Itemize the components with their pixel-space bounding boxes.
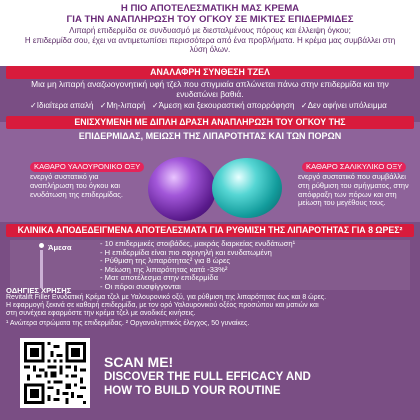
list-item: - Οι πόροι συσφίγγονται [100, 281, 181, 291]
list-item: - Μείωση της λιπαρότητας κατά -33%² [100, 264, 228, 274]
scan-line-1: DISCOVER THE FULL EFFICACY AND [104, 371, 311, 383]
qr-code-icon[interactable] [20, 338, 90, 408]
immediate-tag: Άμεσα [48, 243, 72, 252]
headline [6, 3, 414, 25]
intro-line-3: λύση όλων. [189, 45, 231, 54]
gel-checks [30, 101, 410, 111]
salicylic-label: ΚΑΘΑΡΟ ΣΑΛΙΚΥΛΙΚΟ ΟΞΥ [302, 162, 406, 172]
scan-subtitle [104, 371, 404, 398]
check-item: ✓Άμεση και ξεκουραστική απορρόφηση [151, 101, 295, 110]
list-item: - 10 επιδερμικές στοιβάδες, μακράς διαρκείας ενυδάτωση¹ [100, 239, 296, 248]
timeline-line [40, 250, 43, 288]
list-item: - Ματ αποτέλεσμα στην επιδερμίδα [100, 273, 218, 283]
directions-line-1: Revitalift Filler Ενυδατική Κρέμα τζελ με Υαλουρονικό οξύ, για ρύθμιση της λιπαρότητας έως και 8 ώρες. [6, 294, 327, 301]
hyaluronic-desc: ενεργό συστατικό για αναπλήρωση του όγκου και ενυδάτωση της επιδερμίδας. [30, 172, 123, 199]
directions-line-3: στη συνέχεια εφαρμόστε την κρέμα τζελ με ανοδικές κινήσεις. [6, 310, 196, 318]
footnote: ¹ Ανώτερα στρώματα της επιδερμίδας. ² Οργανοληπτικός έλεγχος, 50 γυναίκες. [6, 320, 250, 327]
headline-line-2: ΓΙΑ ΤΗΝ ΑΝΑΠΛΗΡΩΣΗ ΤΟΥ ΟΓΚΟΥ ΣΕ ΜΙΚΤΕΣ ΕΠΙΔΕΡΜΙΔΕΣ [66, 14, 354, 25]
intro-text [8, 26, 412, 55]
headline-line-1: Η ΠΙΟ ΑΠΟΤΕΛΕΣΜΑΤΙΚΗ ΜΑΣ ΚΡΕΜΑ [120, 3, 300, 14]
gel-text [8, 80, 412, 99]
gel-text-line-2: ενυδατώνει βαθιά. [176, 88, 244, 99]
dual-band: ΕΝΙΣΧΥΜΕΝΗ ΜΕ ΔΙΠΛΗ ΔΡΑΣΗ ΑΝΑΠΛΗΡΩΣΗ ΤΟΥ ΟΓΚΟΥ ΤΗΣ [6, 116, 414, 129]
results-list [100, 240, 410, 292]
directions-text [6, 294, 416, 319]
gel-text-line-1: Μια μη λιπαρή αναζωογονητική υφή τζελ που στιγμιαία απλώνεται πάνω στην επιδερμίδα και την [31, 79, 389, 89]
intro-line-1: Λιπαρή επιδερμίδα σε συνδυασμό με διεσταλμένους πόρους και έλλειψη όγκου; [69, 26, 351, 35]
check-item: ✓Ιδιαίτερα απαλή [30, 101, 94, 110]
timeline-dot-icon [39, 243, 44, 248]
capsule-purple-icon [148, 157, 216, 221]
capsule-teal-icon [212, 158, 282, 218]
qr-code-graphic [24, 342, 86, 404]
directions-title: ΟΔΗΓΙΕΣ ΧΡΗΣΗΣ [6, 286, 72, 295]
list-item: - Η επιδερμίδα είναι πιο σφριγηλή και ενυδατωμένη [100, 247, 272, 257]
scan-line-2: HOW TO BUILD YOUR ROUTINE [104, 384, 281, 397]
intro-line-2: Η επιδερμίδα σου, έχει να αντιμετωπίσει περισσότερα από ένα προβλήματα. Η κρέμα μας συμβάλλει στη [24, 35, 396, 45]
scan-title: SCAN ME! [104, 354, 174, 370]
directions-line-2: Η εφαρμογή ξεκινά σε καθαρή επιδερμίδα, με τον ορό Υαλουρονικού οξέος προσώπου και ματιών και [6, 302, 319, 310]
salicylic-desc: ενεργό συστατικό που συμβάλλει στη ρύθμιση του σμήγματος, στην απόφραξη των πόρων και στη μείωση του μεγέθους τους. [298, 172, 409, 208]
hyaluronic-label: ΚΑΘΑΡΟ ΥΑΛΟΥΡΟΝΙΚΟ ΟΞΥ [30, 162, 144, 172]
gel-band: ΑΝΑΛΑΦΡΗ ΣΥΝΘΕΣΗ ΤΖΕΛ [6, 66, 414, 79]
results-band: ΚΛΙΝΙΚΑ ΑΠΟΔΕΔΕΙΓΜΕΝΑ ΑΠΟΤΕΛΕΣΜΑΤΑ ΓΙΑ ΡΥΘΜΙΣΗ ΤΗΣ ΛΙΠΑΡΟΤΗΤΑΣ ΓΙΑ 8 ΩΡΕΣ² [6, 224, 414, 237]
list-item: - Ρύθμιση της λιπαρότητας² για 8 ώρες [100, 256, 231, 266]
check-item: ✓Δεν αφήνει υπόλειμμα [300, 101, 387, 110]
check-item: ✓Μη-λιπαρή [99, 101, 146, 110]
dual-text: ΕΠΙΔΕΡΜΙΔΑΣ, ΜΕΙΩΣΗ ΤΗΣ ΛΙΠΑΡΟΤΗΤΑΣ ΚΑΙ ΤΩΝ ΠΟΡΩΝ [78, 131, 342, 141]
